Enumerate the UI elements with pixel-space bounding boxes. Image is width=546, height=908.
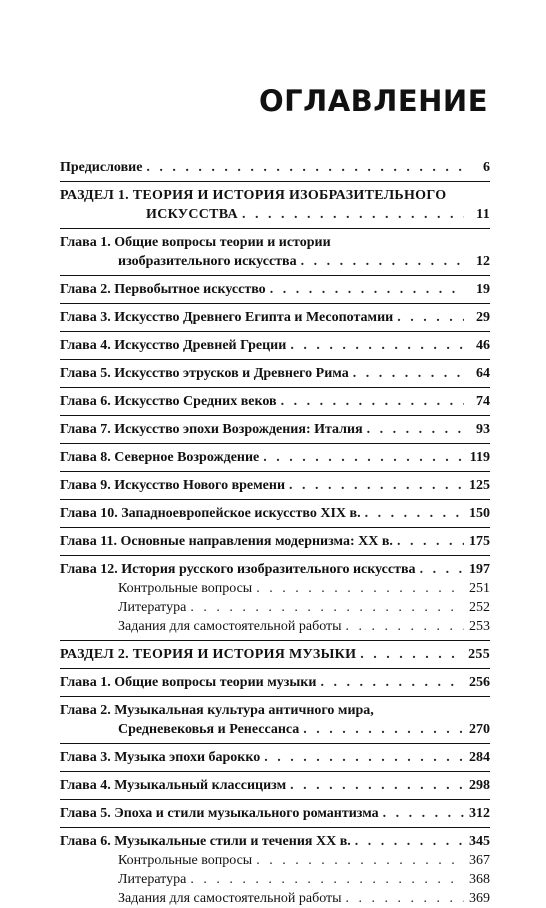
- divider: [60, 275, 490, 276]
- dot-leader: [346, 617, 464, 636]
- dot-leader: [383, 804, 464, 823]
- dot-leader: [256, 851, 464, 870]
- dot-leader: [397, 532, 464, 551]
- toc-page: 284: [469, 750, 490, 765]
- toc-entry-chapter[interactable]: [60, 233, 490, 271]
- toc-page: 12: [476, 254, 490, 269]
- toc-page: 175: [469, 534, 490, 549]
- toc-page: 256: [469, 675, 490, 690]
- toc-label: Глава 4. Музыкальный классицизм: [60, 778, 287, 793]
- toc-page: 119: [469, 450, 490, 465]
- toc-page: 253: [469, 619, 490, 634]
- toc-page: 255: [468, 647, 490, 662]
- toc-entry-chapter[interactable]: [60, 804, 490, 823]
- toc-page: 368: [469, 872, 490, 887]
- toc-label: Глава 4. Искусство Древней Греции: [60, 338, 287, 353]
- toc-label: Глава 10. Западноевропейское искусство XIX в.: [60, 506, 361, 521]
- toc-label: Глава 1. Общие вопросы теории и истории: [60, 235, 331, 250]
- divider: [60, 228, 490, 229]
- toc-entry-chapter[interactable]: [60, 364, 490, 383]
- toc-label: Глава 3. Музыка эпохи барокко: [60, 750, 261, 765]
- toc-label-cont: изобразительного искусства: [118, 254, 297, 269]
- toc-label: Глава 5. Искусство этрусков и Древнего Рима: [60, 366, 349, 381]
- table-of-contents: [60, 158, 490, 908]
- divider: [60, 499, 490, 500]
- toc-entry-extra[interactable]: [118, 851, 490, 870]
- toc-label: Глава 1. Общие вопросы теории музыки: [60, 675, 317, 690]
- toc-page: 64: [476, 366, 490, 381]
- toc-entry-chapter[interactable]: [60, 392, 490, 411]
- divider: [60, 555, 490, 556]
- toc-page: 298: [469, 778, 490, 793]
- toc-label: Глава 12. История русского изобразительного искусства: [60, 562, 416, 577]
- divider: [60, 303, 490, 304]
- toc-page: 251: [469, 581, 490, 596]
- toc-label: Глава 2. Музыкальная культура античного мира,: [60, 703, 374, 718]
- toc-entry-chapter[interactable]: [60, 673, 490, 692]
- section-2-extras: [60, 851, 490, 908]
- dot-leader: [190, 598, 464, 617]
- divider: [60, 387, 490, 388]
- toc-entry-chapter[interactable]: [60, 748, 490, 767]
- dot-leader: [290, 776, 464, 795]
- toc-entry-chapter[interactable]: [60, 420, 490, 439]
- dot-leader: [365, 504, 464, 523]
- toc-label: Предисловие: [60, 160, 143, 175]
- toc-entry-chapter[interactable]: [60, 336, 490, 355]
- toc-label: Задания для самостоятельной работы: [118, 619, 342, 634]
- dot-leader: [301, 252, 464, 271]
- toc-page: 6: [483, 160, 490, 175]
- toc-section-1[interactable]: [60, 186, 490, 224]
- toc-entry-chapter[interactable]: [60, 701, 490, 739]
- dot-leader: [355, 832, 464, 851]
- toc-label: Литература: [118, 872, 187, 887]
- toc-entry-preface[interactable]: [60, 158, 490, 177]
- divider: [60, 771, 490, 772]
- toc-entry-extra[interactable]: [118, 889, 490, 908]
- dot-leader: [263, 448, 464, 467]
- toc-label: Глава 11. Основные направления модернизма: XX в.: [60, 534, 393, 549]
- divider: [60, 640, 490, 641]
- toc-label: Глава 7. Искусство эпохи Возрождения: Италия: [60, 422, 363, 437]
- divider: [60, 827, 490, 828]
- dot-leader: [242, 205, 464, 224]
- dot-leader: [270, 280, 464, 299]
- toc-entry-chapter[interactable]: [60, 476, 490, 495]
- divider: [60, 696, 490, 697]
- toc-entry-chapter[interactable]: [60, 532, 490, 551]
- toc-label: Контрольные вопросы: [118, 853, 253, 868]
- toc-label: Глава 6. Искусство Средних веков: [60, 394, 277, 409]
- toc-entry-extra[interactable]: [118, 579, 490, 598]
- toc-label: Задания для самостоятельной работы: [118, 891, 342, 906]
- dot-leader: [303, 720, 464, 739]
- section-1-extras: [60, 579, 490, 636]
- dot-leader: [353, 364, 464, 383]
- toc-entry-chapter[interactable]: [60, 448, 490, 467]
- divider: [60, 527, 490, 528]
- divider: [60, 743, 490, 744]
- toc-label: Глава 2. Первобытное искусство: [60, 282, 266, 297]
- toc-label: Контрольные вопросы: [118, 581, 253, 596]
- toc-section-label: РАЗДЕЛ 2. ТЕОРИЯ И ИСТОРИЯ МУЗЫКИ: [60, 647, 357, 662]
- toc-page: 19: [476, 282, 490, 297]
- dot-leader: [346, 889, 464, 908]
- toc-page: 197: [469, 562, 490, 577]
- divider: [60, 471, 490, 472]
- dot-leader: [420, 560, 464, 579]
- toc-entry-chapter[interactable]: [60, 308, 490, 327]
- toc-entry-extra[interactable]: [118, 870, 490, 889]
- divider: [60, 668, 490, 669]
- toc-page: 150: [469, 506, 490, 521]
- toc-entry-chapter[interactable]: [60, 776, 490, 795]
- toc-entry-chapter[interactable]: [60, 504, 490, 523]
- divider: [60, 443, 490, 444]
- toc-page: 369: [469, 891, 490, 906]
- dot-leader: [256, 579, 464, 598]
- toc-section-label: РАЗДЕЛ 1. ТЕОРИЯ И ИСТОРИЯ ИЗОБРАЗИТЕЛЬНОГО: [60, 188, 447, 203]
- dot-leader: [290, 336, 464, 355]
- toc-entry-chapter[interactable]: [60, 560, 490, 579]
- toc-entry-chapter[interactable]: [60, 280, 490, 299]
- dot-leader: [281, 392, 464, 411]
- toc-section-label-cont: ИСКУССТВА: [146, 207, 238, 222]
- toc-label-cont: Средневековья и Ренессанса: [118, 722, 300, 737]
- toc-page: 29: [476, 310, 490, 325]
- toc-entry-chapter[interactable]: [60, 832, 490, 851]
- toc-page: 93: [476, 422, 490, 437]
- divider: [60, 415, 490, 416]
- toc-entry-extra[interactable]: [118, 617, 490, 636]
- divider: [60, 181, 490, 182]
- toc-section-2[interactable]: [60, 645, 490, 664]
- toc-page: 270: [469, 722, 490, 737]
- toc-entry-extra[interactable]: [118, 598, 490, 617]
- toc-page: 312: [469, 806, 490, 821]
- toc-page: 46: [476, 338, 490, 353]
- toc-label: Литература: [118, 600, 187, 615]
- toc-page: 367: [469, 853, 490, 868]
- toc-page: 125: [469, 478, 490, 493]
- dot-leader: [397, 308, 464, 327]
- dot-leader: [360, 645, 464, 664]
- toc-page: 345: [469, 834, 490, 849]
- toc-page: 74: [476, 394, 490, 409]
- dot-leader: [190, 870, 464, 889]
- toc-page: 11: [476, 207, 490, 222]
- toc-label: Глава 6. Музыкальные стили и течения XX в.: [60, 834, 351, 849]
- dot-leader: [289, 476, 464, 495]
- dot-leader: [367, 420, 464, 439]
- dot-leader: [264, 748, 464, 767]
- toc-page: 252: [469, 600, 490, 615]
- toc-label: Глава 3. Искусство Древнего Египта и Месопотамии: [60, 310, 394, 325]
- page-title: ОГЛАВЛЕНИЕ: [258, 84, 488, 118]
- dot-leader: [320, 673, 464, 692]
- divider: [60, 359, 490, 360]
- dot-leader: [146, 158, 464, 177]
- divider: [60, 331, 490, 332]
- toc-label: Глава 9. Искусство Нового времени: [60, 478, 286, 493]
- toc-label: Глава 8. Северное Возрождение: [60, 450, 260, 465]
- toc-label: Глава 5. Эпоха и стили музыкального романтизма: [60, 806, 379, 821]
